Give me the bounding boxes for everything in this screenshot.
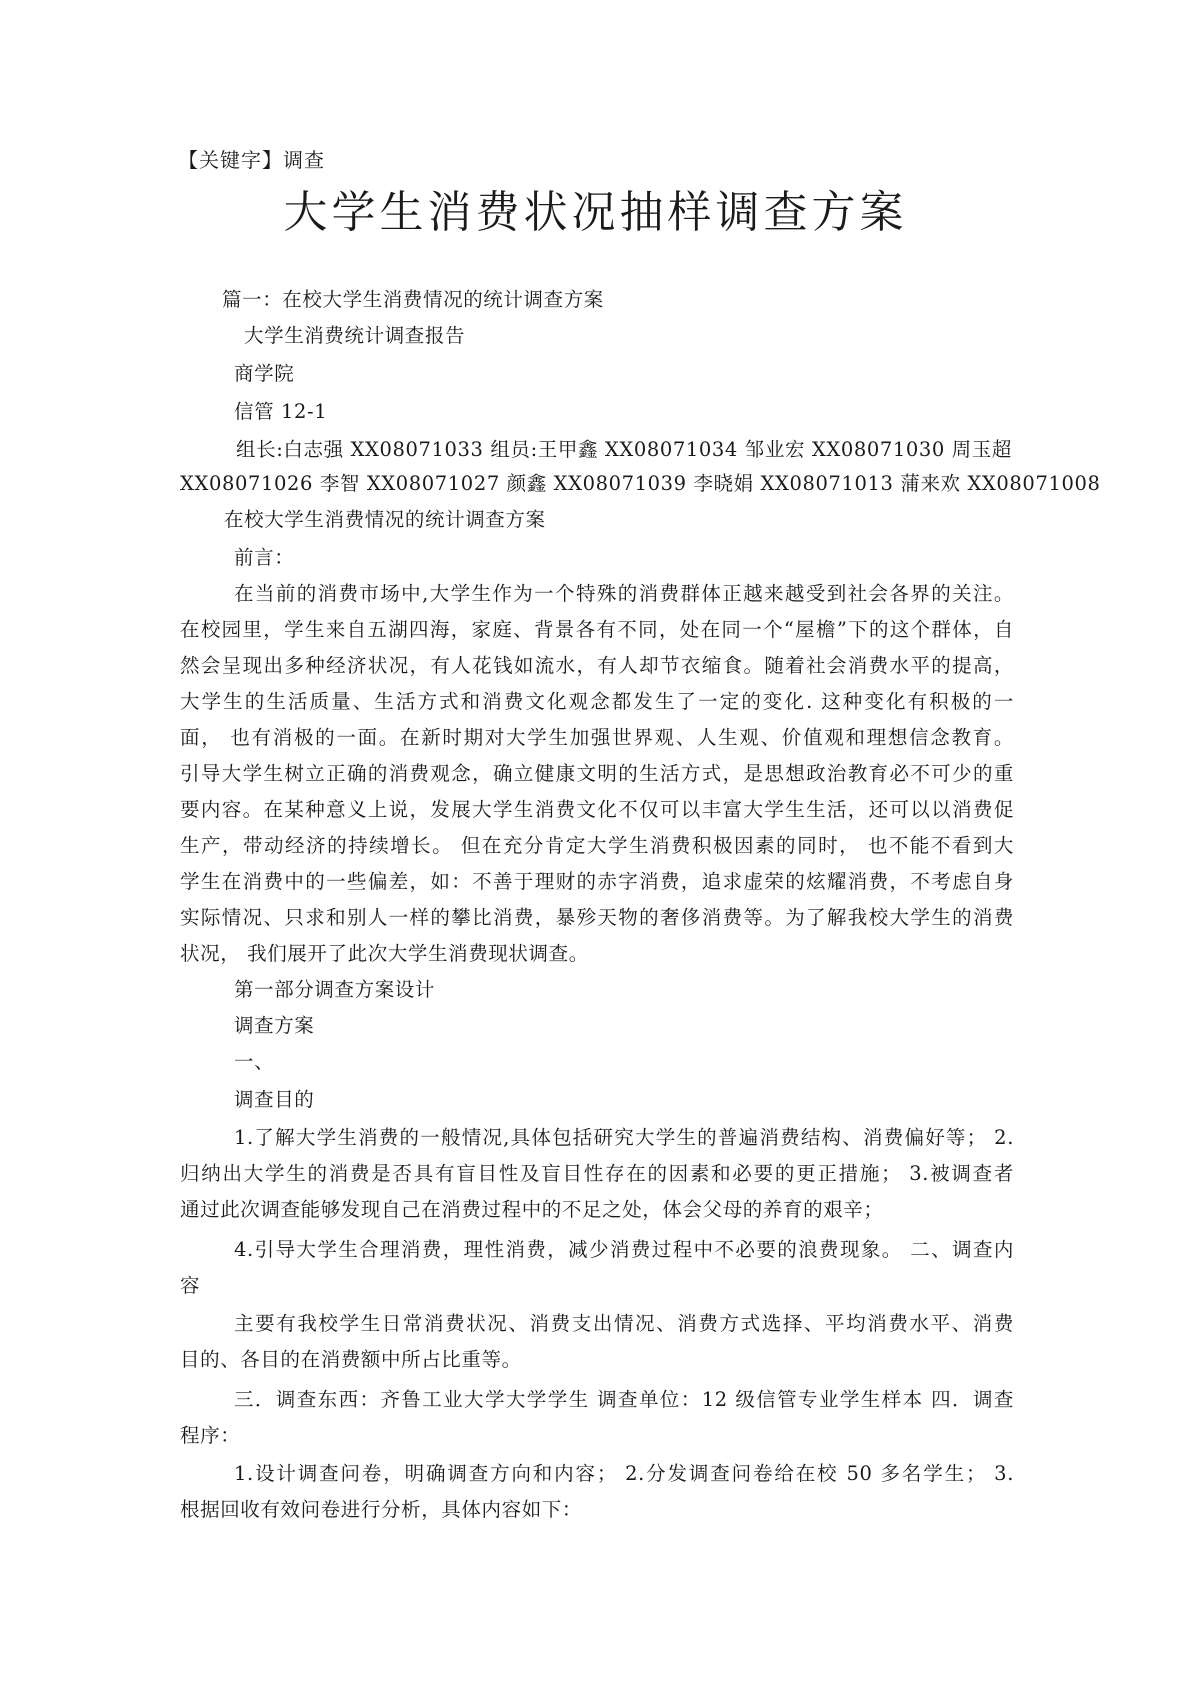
section-heading: 前言：: [234, 546, 295, 569]
paragraph-line: 生产，带动经济的持续增长。 但在充分肯定大学生消费积极因素的同时， 也不能不看到大: [180, 834, 1014, 857]
paragraph-line: 归纳出大学生的消费是否具有盲目性及盲目性存在的因素和必要的更正措施； 3.被调查者: [180, 1162, 1014, 1185]
paragraph-line: 根据回收有效问卷进行分析，具体内容如下：: [180, 1498, 583, 1521]
paragraph-line: 容: [180, 1274, 201, 1297]
paragraph-line: 三．调查东西：齐鲁工业大学大学学生 调查单位：12 级信管专业学生样本 四．调查: [234, 1388, 1014, 1411]
keywords-line: 【关键字】调查: [178, 148, 325, 172]
paragraph-line: 程序：: [180, 1424, 241, 1447]
plan-heading: 调查方案: [234, 1014, 315, 1037]
paragraph-line: 引导大学生树立正确的消费观念，确立健康文明的生活方式，是思想政治教育必不可少的重: [180, 762, 1014, 785]
paragraph-line: 状况， 我们展开了此次大学生消费现状调查。: [180, 942, 589, 965]
section-title: 在校大学生消费情况的统计调查方案: [224, 508, 546, 531]
group-members-line: 组长:白志强 XX08071033 组员:王甲鑫 XX08071034 邹业宏 XX08071030 周玉超: [236, 438, 1012, 461]
paragraph-line: 实际情况、只求和别人一样的攀比消费，暴殄天物的奢侈消费等。为了解我校大学生的消费: [180, 906, 1014, 929]
report-title: 大学生消费统计调查报告: [244, 324, 466, 347]
paragraph-line: 4.引导大学生合理消费，理性消费，减少消费过程中不必要的浪费现象。 二、调查内: [234, 1238, 1014, 1261]
paragraph-line: 学生在消费中的一些偏差，如：不善于理财的赤字消费，追求虚荣的炫耀消费，不考虑自身: [180, 870, 1014, 893]
paragraph-line: 大学生的生活质量、生活方式和消费文化观念都发生了一定的变化. 这种变化有积极的一: [180, 690, 1014, 713]
paragraph-line: 面， 也有消极的一面。在新时期对大学生加强世界观、人生观、价值观和理想信念教育。: [180, 726, 1014, 749]
school-name: 商学院: [234, 362, 295, 385]
article-heading: 篇一：在校大学生消费情况的统计调查方案: [222, 288, 604, 311]
paragraph-line: 主要有我校学生日常消费状况、消费支出情况、消费方式选择、平均消费水平、消费: [234, 1312, 1014, 1335]
paragraph-line: 在校园里，学生来自五湖四海，家庭、背景各有不同，处在同一个“屋檐”下的这个群体，自: [180, 618, 1014, 641]
document-title: 大学生消费状况抽样调查方案: [283, 187, 908, 238]
paragraph-line: 然会呈现出多种经济状况，有人花钱如流水，有人却节衣缩食。随着社会消费水平的提高，: [180, 654, 1014, 677]
paragraph-line: 1.设计调查问卷，明确调查方向和内容； 2.分发调查问卷给在校 50 多名学生； 3.: [234, 1462, 1014, 1485]
class-name: 信管 12-1: [234, 400, 328, 423]
part-heading: 第一部分调查方案设计: [234, 978, 436, 1001]
group-members-line: XX08071026 李智 XX08071027 颜鑫 XX08071039 李晓娟 XX08071013 蒲来欢 XX08071008: [180, 472, 1101, 495]
paragraph-line: 通过此次调查能够发现自己在消费过程中的不足之处，体会父母的养育的艰辛；: [180, 1198, 884, 1221]
paragraph-line: 要内容。在某种意义上说，发展大学生消费文化不仅可以丰富大学生生活，还可以以消费促: [180, 798, 1014, 821]
paragraph-line: 目的、各目的在消费额中所占比重等。: [180, 1348, 522, 1371]
paragraph-line: 在当前的消费市场中,大学生作为一个特殊的消费群体正越来越受到社会各界的关注。: [234, 582, 1014, 605]
section-number: 一、: [234, 1050, 275, 1073]
paragraph-line: 1.了解大学生消费的一般情况,具体包括研究大学生的普遍消费结构、消费偏好等； 2.: [234, 1126, 1014, 1149]
section-heading: 调查目的: [234, 1088, 315, 1111]
